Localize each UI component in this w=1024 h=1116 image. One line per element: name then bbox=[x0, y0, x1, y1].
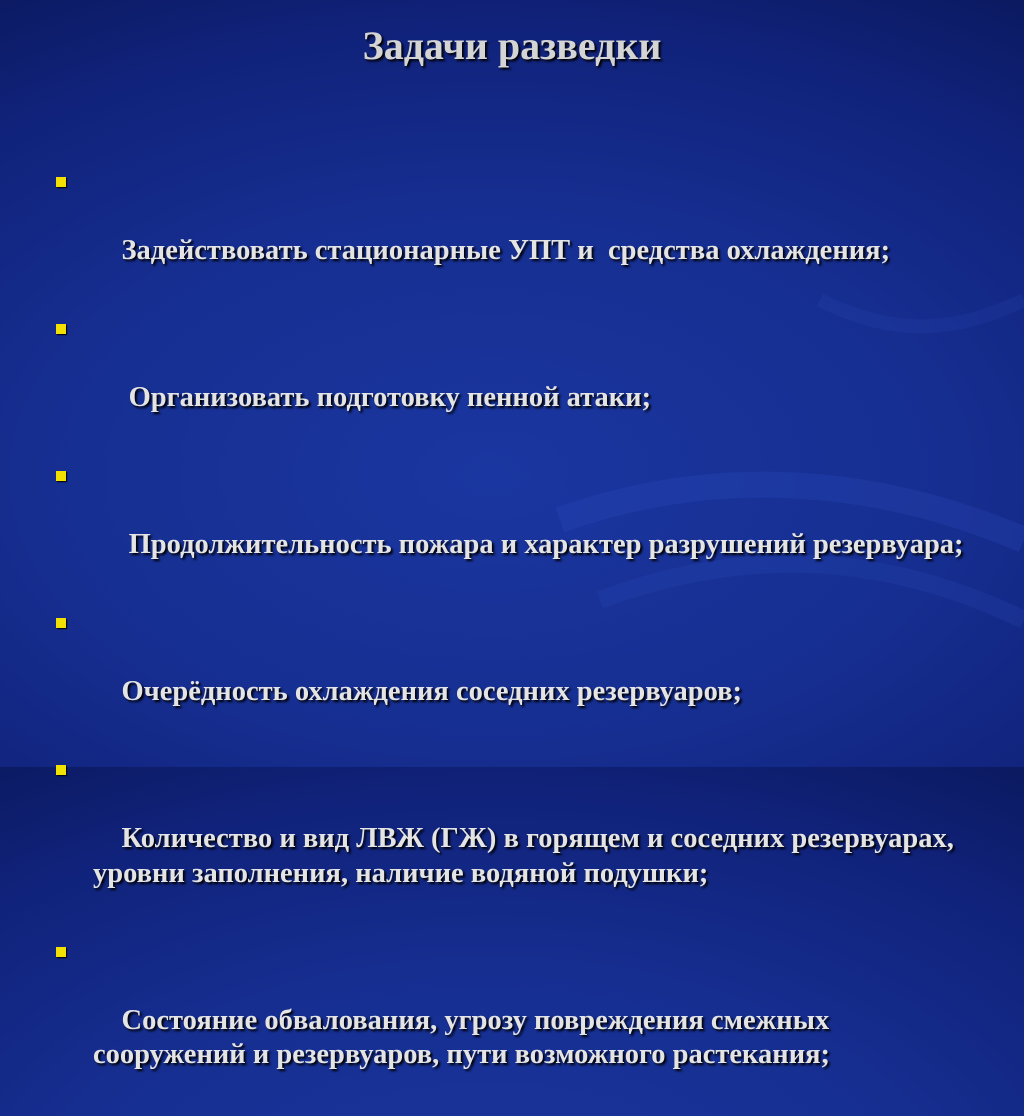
list-item bbox=[55, 935, 965, 1108]
list-item-text: Продолжительность пожара и характер разрушений резервуара; bbox=[121, 529, 964, 560]
list-item bbox=[55, 606, 965, 744]
square-bullet-icon bbox=[56, 471, 66, 481]
list-item-text: Организовать подготовку пенной атаки; bbox=[121, 382, 652, 413]
list-item-text: Количество и вид ЛВЖ (ГЖ) в горящем и соседних резервуарах, уровни заполнения, наличие водяной подушки; bbox=[93, 823, 961, 889]
square-bullet-icon bbox=[56, 177, 66, 187]
square-bullet-icon bbox=[56, 947, 66, 957]
task-list bbox=[55, 165, 965, 1116]
list-item-text: Очерёдность охлаждения соседних резервуаров; bbox=[121, 676, 743, 707]
slide-title: Задачи разведки bbox=[362, 23, 662, 68]
list-item bbox=[55, 165, 965, 303]
square-bullet-icon bbox=[56, 324, 66, 334]
list-item-text: Задействовать стационарные УПТ и средства охлаждения; bbox=[121, 235, 891, 266]
square-bullet-icon bbox=[56, 618, 66, 628]
list-item bbox=[55, 459, 965, 597]
list-item bbox=[55, 753, 965, 926]
list-item-text: Состояние обвалования, угрозу повреждения смежных сооружений и резервуаров, пути возможного растекания; bbox=[93, 1004, 837, 1070]
list-item bbox=[55, 312, 965, 450]
